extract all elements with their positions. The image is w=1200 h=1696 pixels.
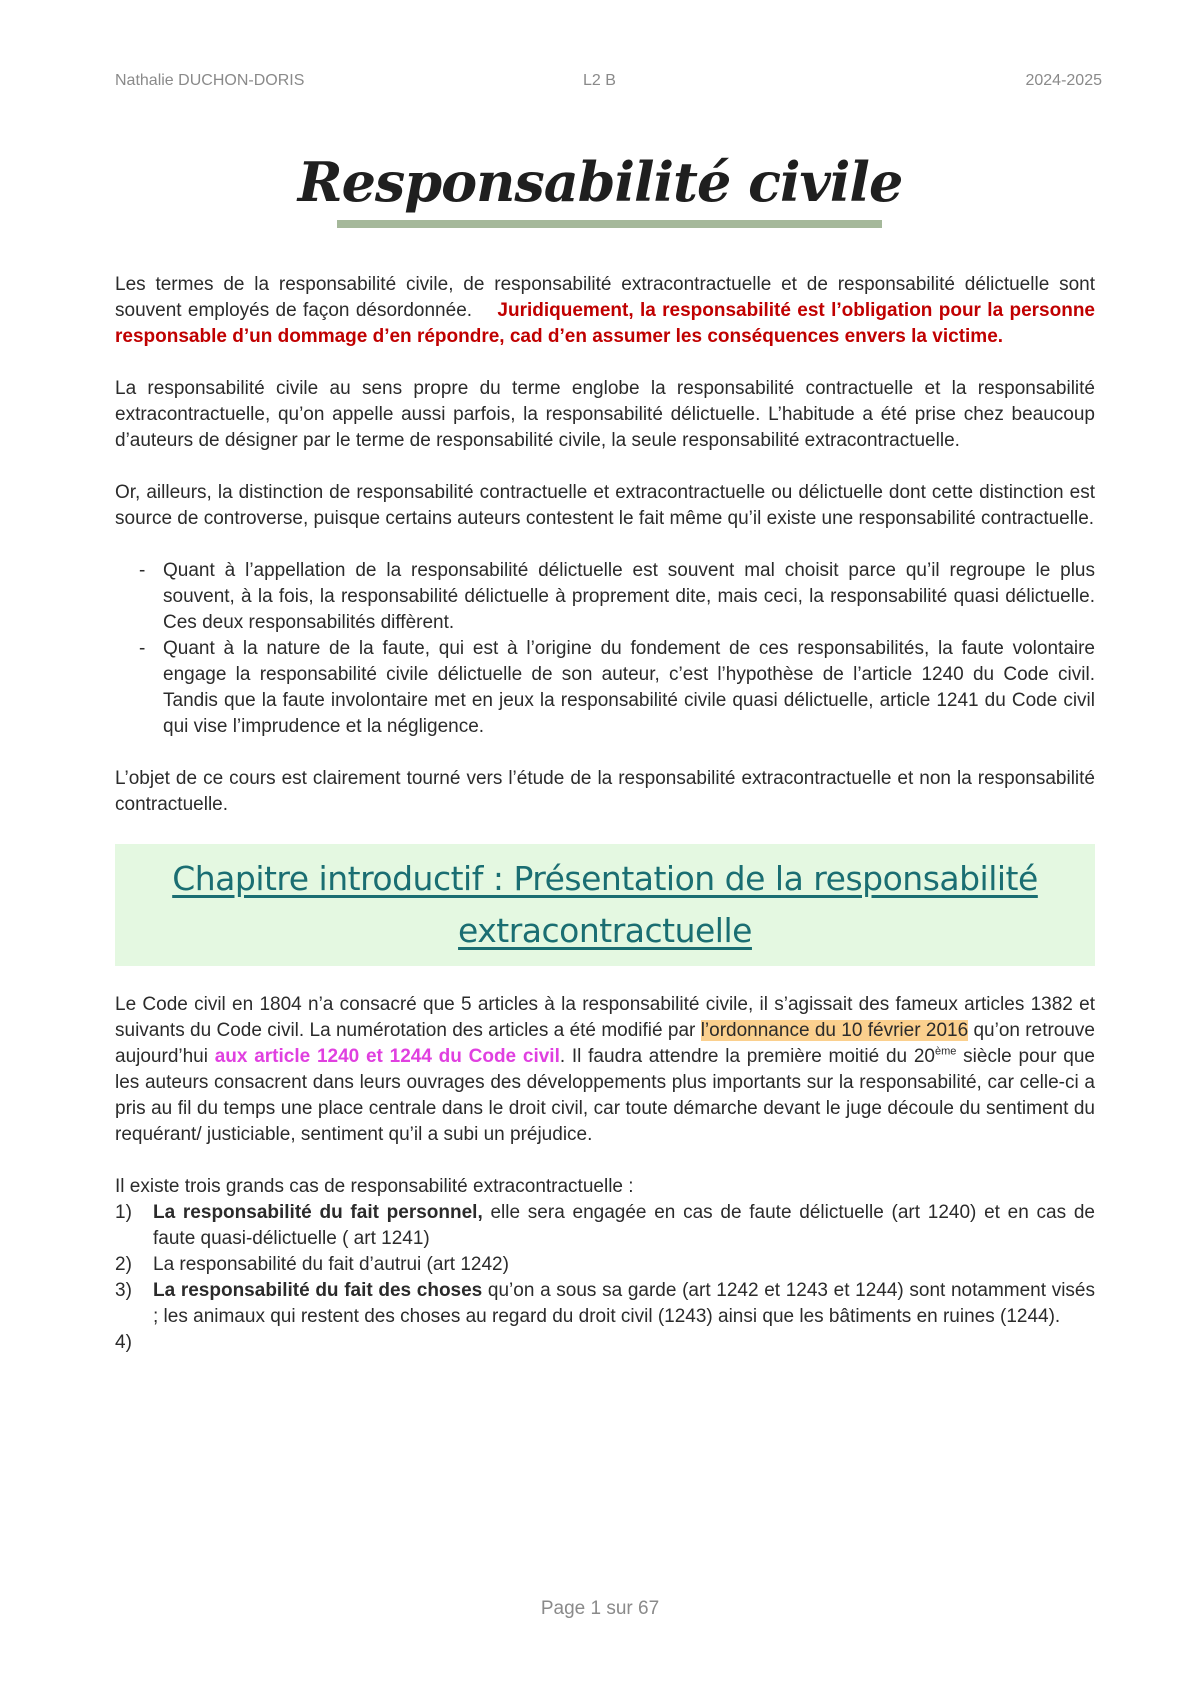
list-item-text: qu’on a sous sa garde (art 1242 et 1243 et 1244) sont notamment visés ; les animaux qui restent des choses au regard du droit civil (1243) ainsi que les bâtiments en ruines (1244).: [153, 1280, 1095, 1327]
title-container: [0, 150, 1200, 214]
list-item: [115, 558, 1095, 636]
numbered-list: [115, 1200, 1095, 1353]
chapter-heading-line1: Chapitre introductif : Présentation de la responsabilité: [172, 859, 1038, 898]
chapter-heading-box: [115, 844, 1095, 966]
dash-bullet: -: [139, 560, 146, 581]
p5-text-b: qu’on retrouve aujourd’hui: [115, 1020, 1096, 1067]
p5-text-d: siècle pour que les auteurs consacrent dans leurs ouvrages des développements plus importants sur la responsabilité, car celle-ci a pris au fil du temps une place centrale dans le droit civil, car toute démarche devant le juge découle du sentiment du requérant/ justiciable, sentiment qu’il a subi un préjudice.: [115, 1046, 1095, 1145]
list-number: 4): [115, 1332, 132, 1353]
header-author: Nathalie DUCHON-DORIS: [115, 72, 305, 89]
superscript: ème: [935, 1045, 957, 1058]
list-item: [115, 1252, 1095, 1278]
p5-text-a: Le Code civil en 1804 n’a consacré que 5 articles à la responsabilité civile, il s’agissait des fameux articles 1382 et suivants du Code civil. La numérotation des articles a été modifié par: [115, 994, 1095, 1041]
header-year: 2024-2025: [1025, 72, 1102, 89]
p5-text-c: . Il faudra attendre la première moitié du 20: [559, 1046, 935, 1067]
paragraph-3: Or, ailleurs, la distinction de responsabilité contractuelle et extracontractuelle ou délictuelle dont cette distinction est source de controverse, puisque certains auteurs contestent le fait même qu’il existe une responsabilité contractuelle.: [115, 482, 1095, 529]
article-reference: aux article 1240 et 1244 du Code civil: [214, 1046, 560, 1067]
paragraph-2: La responsabilité civile au sens propre du terme englobe la responsabilité contractuelle et la responsabilité extracontractuelle, qu’on appelle aussi parfois, la responsabilité délictuelle. L’habitude a été prise chez beaucoup d’auteurs de désigner par le terme de responsabilité civile, la seule responsabilité extracontractuelle.: [115, 378, 1095, 451]
list-item-bold: La responsabilité du fait personnel,: [153, 1202, 483, 1223]
paragraph-6-intro: Il existe trois grands cas de responsabilité extracontractuelle :: [115, 1176, 634, 1197]
list-item-text: Quant à l’appellation de la responsabilité délictuelle est souvent mal choisit parce qu’il regroupe le plus souvent, à la fois, la responsabilité délictuelle à proprement dite, mais ceci, la responsabilité quasi délictuelle. Ces deux responsabilités diffèrent.: [163, 560, 1095, 633]
paragraph-4: L’objet de ce cours est clairement tourné vers l’étude de la responsabilité extracontractuelle et non la responsabilité contractuelle.: [115, 768, 1095, 815]
highlighted-ordonnance: l’ordonnance du 10 février 2016: [700, 1020, 969, 1041]
list-item: [115, 1278, 1095, 1330]
list-item: [115, 636, 1095, 740]
page-footer: Page 1 sur 67: [540, 1598, 660, 1619]
paragraph-intro-text: Les termes de la responsabilité civile, de responsabilité extracontractuelle et de responsabilité délictuelle sont souvent employés de façon désordonnée.: [115, 274, 1095, 321]
list-item-text: Quant à la nature de la faute, qui est à l’origine du fondement de ces responsabilités, la faute volontaire engage la responsabilité civile délictuelle de son auteur, c’est l’hypothèse de l’article 1240 du Code civil. Tandis que la faute involontaire met en jeux la responsabilité civile quasi délictuelle, article 1241 du Code civil qui vise l’imprudence et la négligence.: [163, 638, 1095, 737]
list-item-text: elle sera engagée en cas de faute délictuelle (art 1240) et en cas de faute quasi-délictuelle ( art 1241): [153, 1202, 1095, 1249]
list-item-text: La responsabilité du fait d’autrui (art 1242): [153, 1254, 509, 1275]
list-item-bold: La responsabilité du fait des choses: [153, 1280, 483, 1301]
page-title: Responsabilité civile: [297, 150, 903, 214]
header-group: L2 B: [583, 72, 616, 89]
definition-highlight: Juridiquement, la responsabilité est l’obligation pour la personne responsable d’un dommage d’en répondre, cad d’en assumer les conséquences envers la victime.: [115, 300, 1095, 347]
chapter-heading-line2: extracontractuelle: [458, 911, 752, 950]
title-underline: [337, 220, 882, 228]
dash-list: [115, 558, 1095, 740]
dash-bullet: -: [139, 638, 146, 659]
list-item: [115, 1200, 1095, 1252]
list-number: 3): [115, 1280, 132, 1301]
list-number: 2): [115, 1254, 132, 1275]
paragraph-intro: [115, 272, 1095, 350]
document-body: [115, 272, 1096, 1353]
list-number: 1): [115, 1202, 132, 1223]
paragraph-5: [115, 992, 1095, 1148]
